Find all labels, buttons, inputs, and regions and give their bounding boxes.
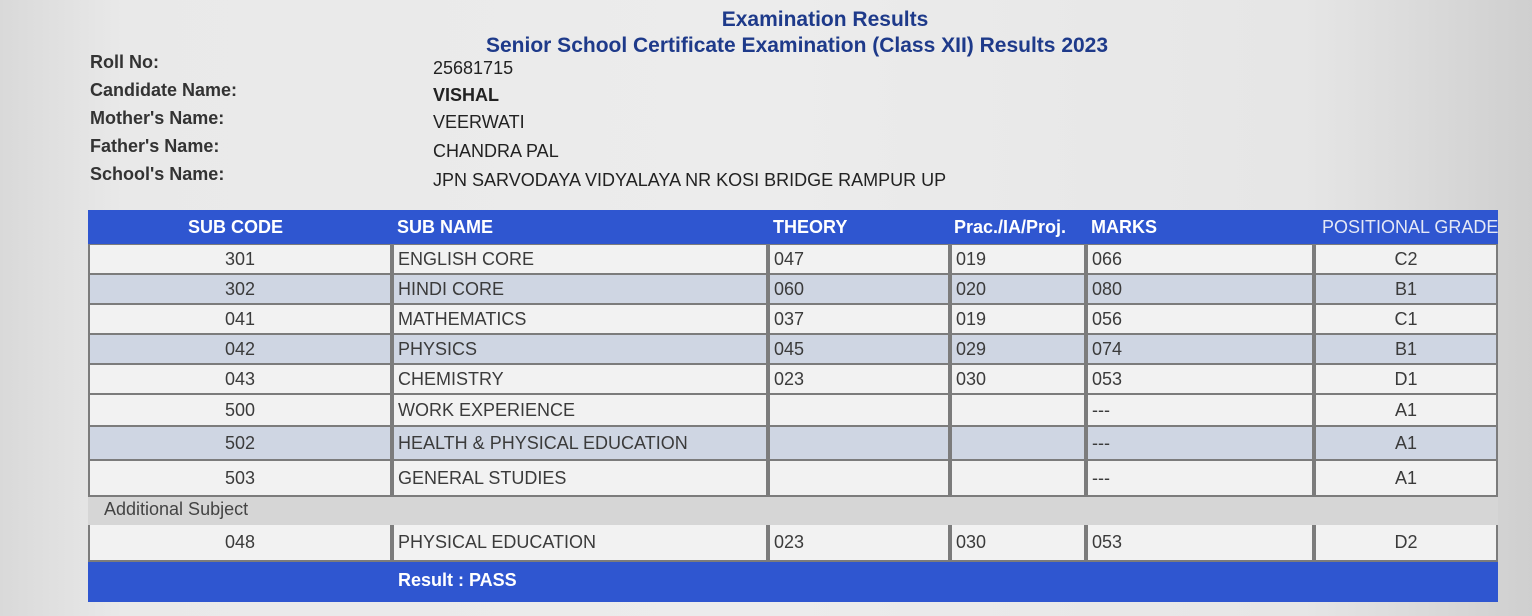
mother-name-value: VEERWATI [433, 112, 525, 132]
positional-grade: B1 [1316, 275, 1496, 303]
theory-marks [770, 395, 948, 425]
practical-marks: 029 [952, 335, 1084, 363]
roll-value: 25681715 [433, 58, 514, 78]
sub-name: WORK EXPERIENCE [394, 395, 766, 425]
col-marks: MARKS [1091, 217, 1157, 237]
practical-marks: 019 [952, 305, 1084, 333]
results-table [88, 210, 1498, 602]
col-sub-code: SUB CODE [188, 217, 284, 237]
positional-grade: D2 [1316, 525, 1496, 560]
sub-name: PHYSICS [394, 335, 766, 363]
mother-name-row [90, 108, 990, 136]
total-marks: --- [1088, 395, 1312, 425]
table-row [88, 335, 1498, 365]
total-marks: 066 [1088, 245, 1312, 273]
theory-marks: 047 [770, 245, 948, 273]
page-title: Examination Results [721, 8, 929, 31]
practical-marks [952, 461, 1084, 495]
total-marks: 053 [1088, 525, 1312, 560]
sub-name: ENGLISH CORE [394, 245, 766, 273]
practical-marks: 030 [952, 525, 1084, 560]
sub-name: GENERAL STUDIES [394, 461, 766, 495]
school-name-value: JPN SARVODAYA VIDYALAYA NR KOSI BRIDGE RAMPUR UP [433, 170, 947, 190]
positional-grade: D1 [1316, 365, 1496, 393]
col-theory: THEORY [773, 217, 848, 237]
theory-marks: 045 [770, 335, 948, 363]
theory-marks: 037 [770, 305, 948, 333]
result-bar [88, 562, 1498, 602]
positional-grade: C1 [1316, 305, 1496, 333]
theory-marks: 060 [770, 275, 948, 303]
mother-name-label: Mother's Name: [90, 108, 225, 128]
sub-name: HEALTH & PHYSICAL EDUCATION [394, 427, 766, 459]
positional-grade: B1 [1316, 335, 1496, 363]
practical-marks [952, 395, 1084, 425]
additional-subject-row [88, 497, 1498, 525]
roll-label: Roll No: [90, 52, 159, 72]
theory-marks [770, 461, 948, 495]
sub-code: 301 [90, 245, 390, 273]
sub-code: 048 [90, 525, 390, 560]
sub-code: 302 [90, 275, 390, 303]
table-row [88, 305, 1498, 335]
total-marks: --- [1088, 461, 1312, 495]
school-name-row [90, 164, 990, 192]
father-name-label: Father's Name: [90, 136, 220, 156]
practical-marks: 030 [952, 365, 1084, 393]
sub-code: 503 [90, 461, 390, 495]
sub-name: CHEMISTRY [394, 365, 766, 393]
additional-subject-label: Additional Subject [104, 499, 249, 519]
total-marks: 056 [1088, 305, 1312, 333]
sub-name: HINDI CORE [394, 275, 766, 303]
theory-marks: 023 [770, 525, 948, 560]
sub-code: 042 [90, 335, 390, 363]
theory-marks [770, 427, 948, 459]
table-row [88, 427, 1498, 461]
roll-row [90, 52, 990, 80]
positional-grade: A1 [1316, 395, 1496, 425]
table-row [88, 365, 1498, 395]
total-marks: 053 [1088, 365, 1312, 393]
practical-marks [952, 427, 1084, 459]
table-row [88, 245, 1498, 275]
total-marks: --- [1088, 427, 1312, 459]
result-text: Result : PASS [398, 570, 517, 590]
practical-marks: 019 [952, 245, 1084, 273]
col-practical: Prac./IA/Proj. [954, 217, 1067, 237]
page-subtitle: Senior School Certificate Examination (Class XII) Results 2023 [486, 34, 1109, 57]
positional-grade: A1 [1316, 461, 1496, 495]
sub-code: 043 [90, 365, 390, 393]
total-marks: 080 [1088, 275, 1312, 303]
table-header [88, 210, 1498, 244]
candidate-name-value: VISHAL [433, 85, 500, 105]
positional-grade: A1 [1316, 427, 1496, 459]
col-sub-name: SUB NAME [397, 217, 494, 237]
table-row [88, 395, 1498, 427]
candidate-name-label: Candidate Name: [90, 80, 238, 100]
sub-code: 041 [90, 305, 390, 333]
sub-code: 500 [90, 395, 390, 425]
col-grade: POSITIONAL GRADE [1322, 217, 1499, 237]
sub-name: PHYSICAL EDUCATION [394, 525, 766, 560]
father-name-value: CHANDRA PAL [433, 141, 559, 161]
sub-name: MATHEMATICS [394, 305, 766, 333]
school-name-label: School's Name: [90, 164, 225, 184]
positional-grade: C2 [1316, 245, 1496, 273]
father-name-row [90, 136, 990, 164]
theory-marks: 023 [770, 365, 948, 393]
table-row [88, 525, 1498, 562]
practical-marks: 020 [952, 275, 1084, 303]
total-marks: 074 [1088, 335, 1312, 363]
table-row [88, 275, 1498, 305]
candidate-name-row [90, 80, 990, 108]
sub-code: 502 [90, 427, 390, 459]
table-row [88, 461, 1498, 497]
